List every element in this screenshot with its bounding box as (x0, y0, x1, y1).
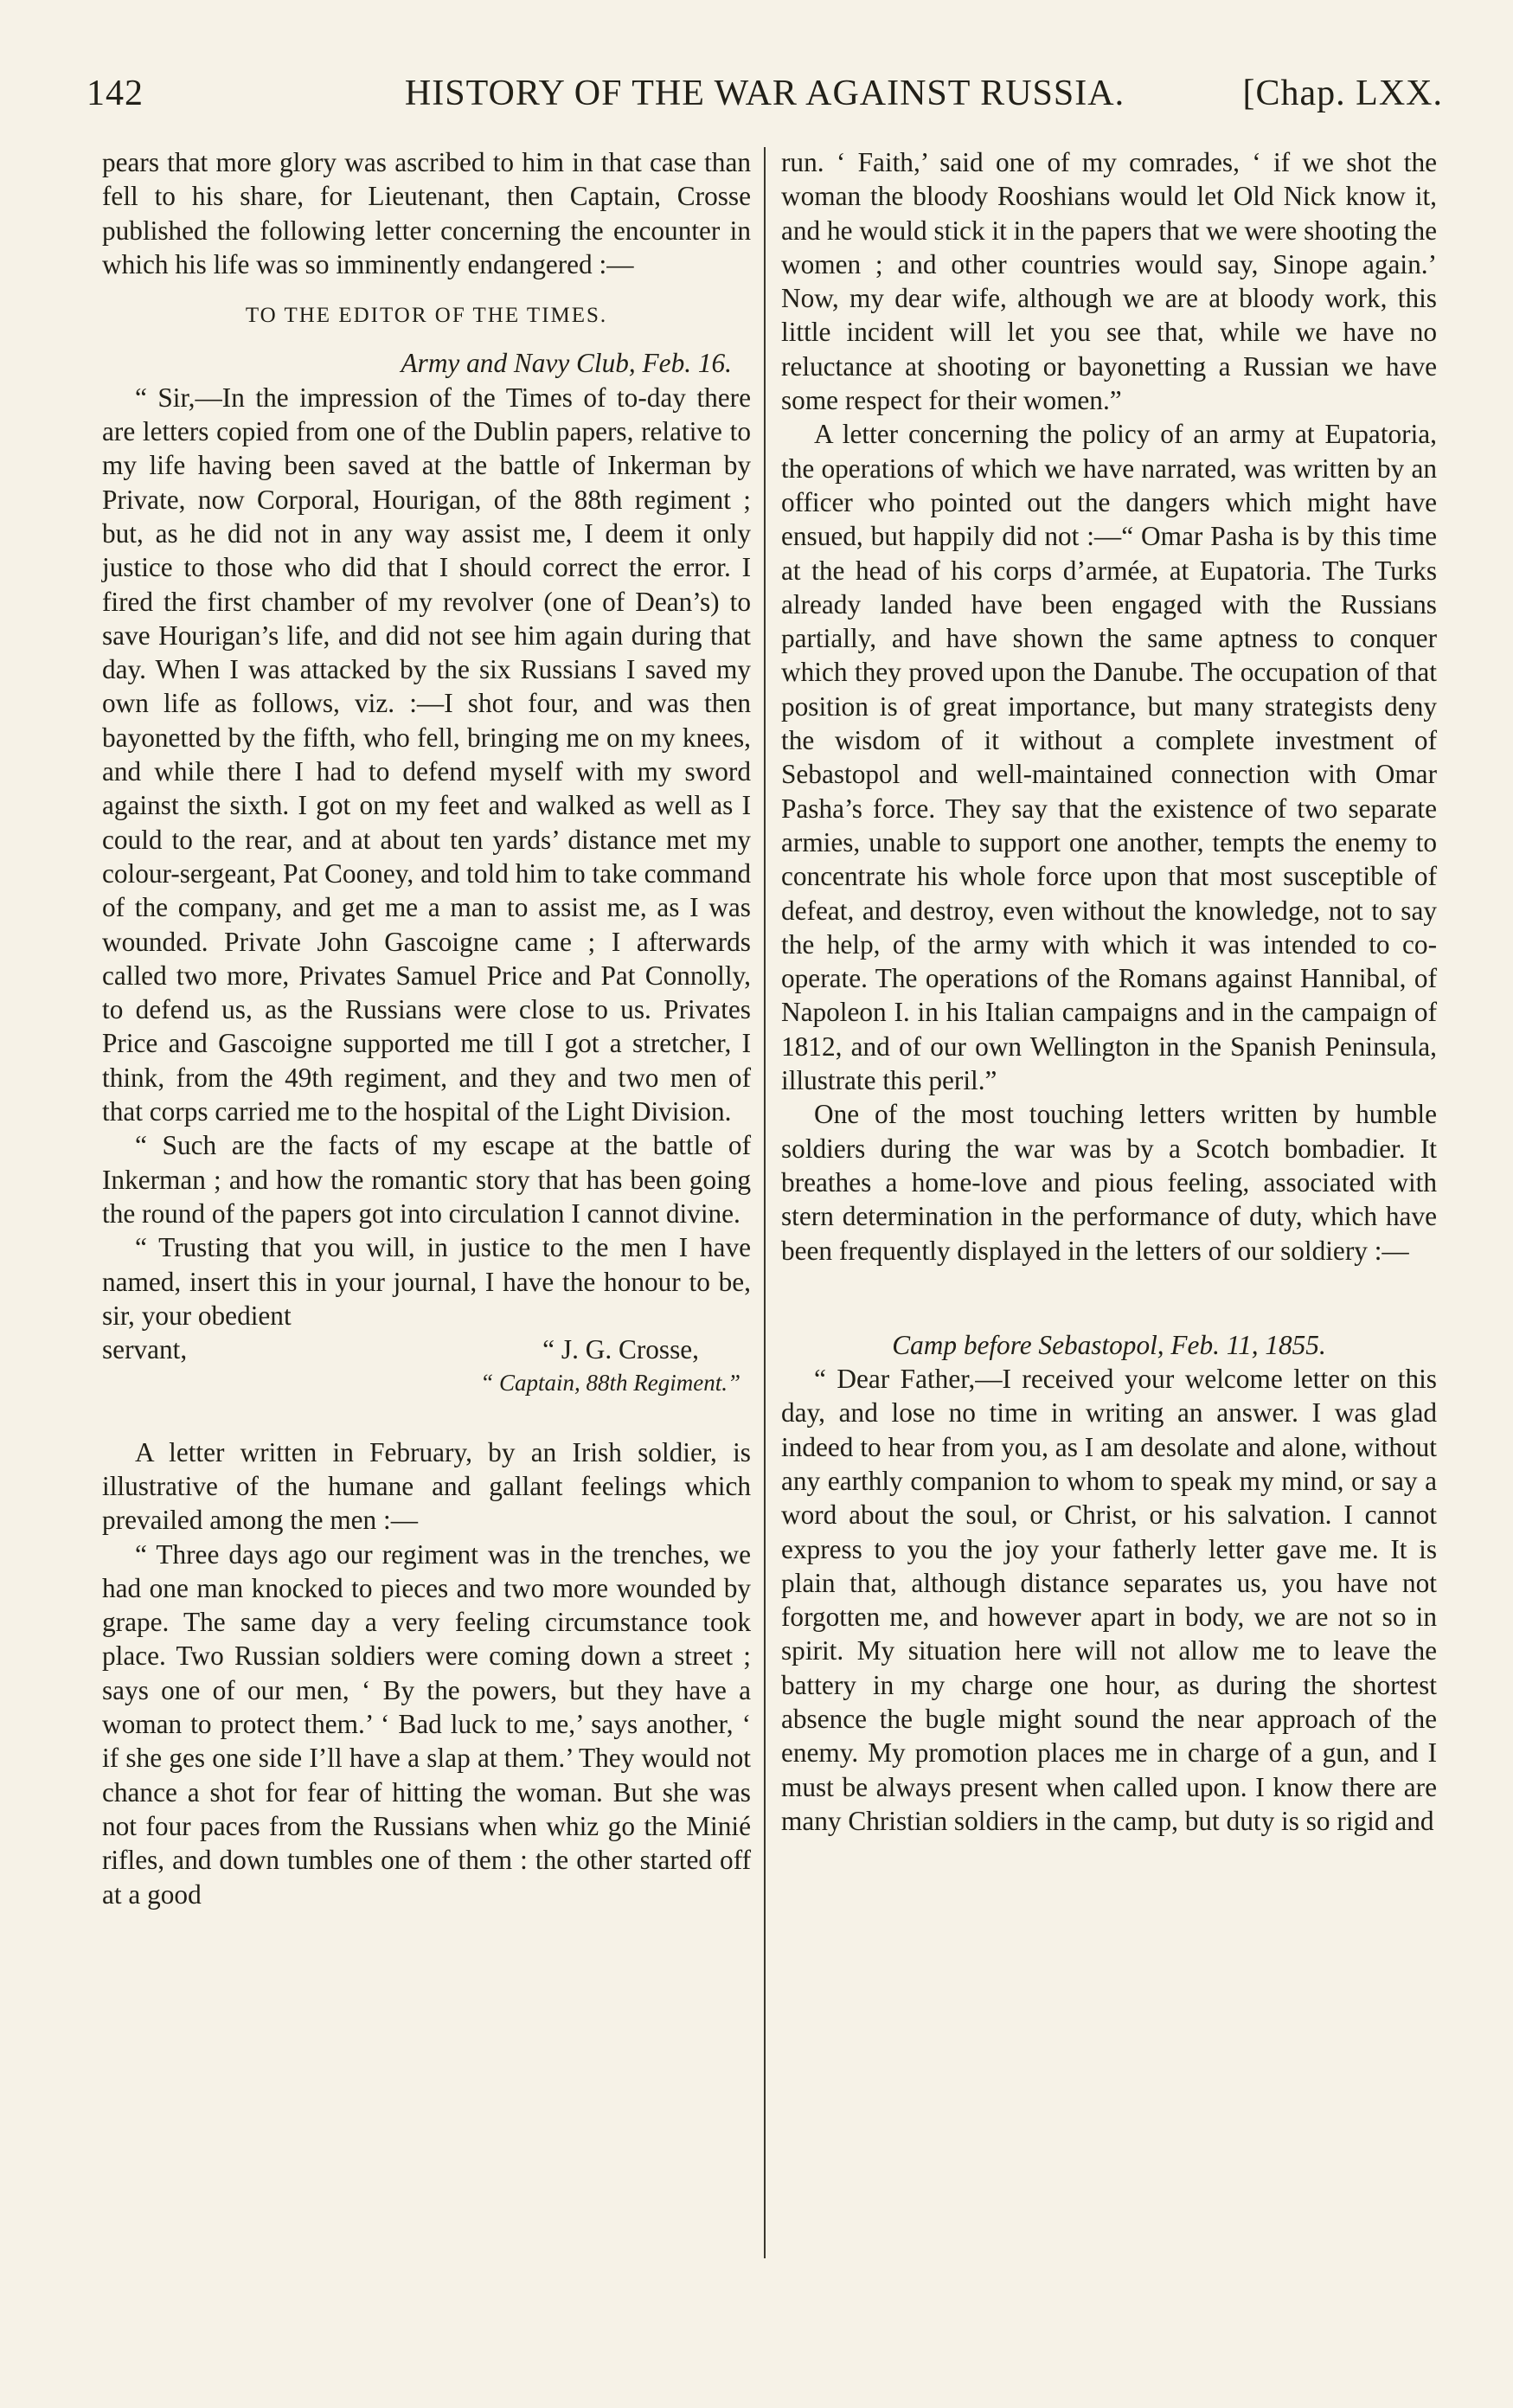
letter-signature: “ J. G. Crosse, (542, 1334, 699, 1365)
page-number: 142 (87, 74, 144, 113)
letter-paragraph: “ Sir,—In the impression of the Times of to-day there are letters copied from one of the Dublin papers, relative to my life having been saved at the battle of Inkerman by Private, now Corporal, Hourigan, of the 88th regiment ; but, as he did not in any way assist me, I deem it only justice to those who did that I should correct the error. I fired the first chamber of my revolver (one of Dean’s) to save Hourigan’s life, and did not see him again during that day. When I was attacked by the six Russians I saved my own life as follows, viz. :—I shot four, and was then bayonetted by the fifth, who fell, bringing me on my knees, and while there I had to defend myself with my sword against the sixth. I got on my feet and walked as well as I could to the rear, and at about ten yards’ distance met my colour-sergeant, Pat Cooney, and told him to take command of the company, and get me a man to assist me, as I was wounded. Private John Gascoigne came ; I afterwards called two more, Privates Samuel Price and Pat Connolly, to defend us, as the Russians were close to us. Privates Price and Gascoigne supported me till I got a stretcher, I think, from the 49th regiment, and they and two men of that corps carried me to the hospital of the Light Division. (102, 382, 751, 1127)
paragraph: A letter concerning the policy of an army at Eupatoria, the operations of which we have narrated, was written by an officer who pointed out the dangers which might have ensued, but happily did not :—“ Omar Pasha is by this time at the head of his corps d’armée, at Eupatoria. The Turks already landed have been engaged with the Russians partially, and have shown the same aptness to conquer which they proved upon the Danube. The occupation of that position is of great importance, but many strategists deny the wisdom of it without a complete investment of Sebastopol and well-maintained connection with Omar Pasha’s force. They say that the existence of two separate armies, unable to support one another, tempts the enemy to concentrate his whole force upon that most susceptible of defeat, and destroy, even without the knowledge, not to say the help, of the army with which it was intended to co-operate. The operations of the Romans against Hannibal, of Napoleon I. in his Italian campaigns and in the campaign of 1812, and of our own Wellington in the Spanish Peninsula, illustrate this peril.” (781, 419, 1437, 1096)
letter-rank: “ Captain, 88th Regiment.” (480, 1370, 740, 1397)
letter-paragraph: “ Such are the facts of my escape at the battle of Inkerman ; and how the romantic story that has been going the round of the papers got into circulation I cannot divine. (102, 1130, 751, 1229)
left-column (102, 145, 751, 1911)
paragraph: run. ‘ Faith,’ said one of my comrades, ‘ if we shot the woman the bloody Rooshians would let Old Nick know it, and he would stick it in the papers that we were shooting the women ; and other countries would say, Sinope again.’ Now, my dear wife, although we are at bloody work, this little incident will let you see that, while we have no reluctance at shooting or bayonetting a Russian we have some respect for their women.” (781, 147, 1437, 416)
right-column (781, 145, 1437, 1838)
column-divider (764, 147, 766, 2258)
letter-servant: servant, (102, 1334, 188, 1365)
letter-heading: TO THE EDITOR OF THE TIMES. (245, 304, 608, 328)
paragraph: pears that more glory was ascribed to him in that case than fell to his share, for Lieutenant, then Captain, Crosse published the following letter concerning the encounter in which his life was so imminently endangered :— (102, 147, 751, 279)
letter-paragraph: “ Dear Father,—I received your welcome letter on this day, and lose no time in writing an answer. I was glad indeed to hear from you, as I am desolate and alone, without any earthly companion to whom to speak my mind, or say a word about the soul, or Christ, or his salvation. I cannot express to you the joy your fatherly letter gave me. It is plain that, although distance separates us, you have not forgotten me, and however apart in body, we are not so in spirit. My situation here will not allow me to leave the battery in my charge one hour, as during the shortest absence the bugle might sound the near approach of the enemy. My promotion places me in charge of a gun, and I must be always present when called upon. I know there are many Christian soldiers in the camp, but duty is so rigid and (781, 1364, 1437, 1836)
letter-paragraph: “ Trusting that you will, in justice to the men I have named, insert this in your journal, I have the honour to be, sir, your obedient (102, 1232, 751, 1331)
paragraph: A letter written in February, by an Irish soldier, is illustrative of the humane and gallant feelings which prevailed among the men :— (102, 1436, 751, 1536)
paragraph: “ Three days ago our regiment was in the trenches, we had one man knocked to pieces and two more wounded by grape. The same day a very feeling circumstance took place. Two Russian soldiers were coming down a street ; says one of our men, ‘ By the powers, but they have a woman to protect them.’ ‘ Bad luck to me,’ says another, ‘ if she ges one side I’ll have a slap at them.’ They would not chance a shot for fear of hitting the woman. But she was not four paces from the Russians when whiz go the Minié rifles, and down tumbles one of them : the other started off at a good (102, 1538, 751, 1910)
page-header (87, 73, 1443, 125)
letter-closing (102, 1332, 751, 1366)
chapter-label: [Chap. LXX. (1242, 74, 1443, 113)
letter-dateline: Army and Navy Club, Feb. 16. (401, 348, 732, 379)
running-title: HISTORY OF THE WAR AGAINST RUSSIA. (404, 74, 1125, 113)
letter-dateline: Camp before Sebastopol, Feb. 11, 1855. (892, 1329, 1326, 1360)
paragraph: One of the most touching letters written by humble soldiers during the war was by a Scotch bombadier. It breathes a home-love and pious feeling, associated with stern determination in the performance of duty, which have been frequently displayed in the letters of our soldiery :— (781, 1099, 1437, 1266)
